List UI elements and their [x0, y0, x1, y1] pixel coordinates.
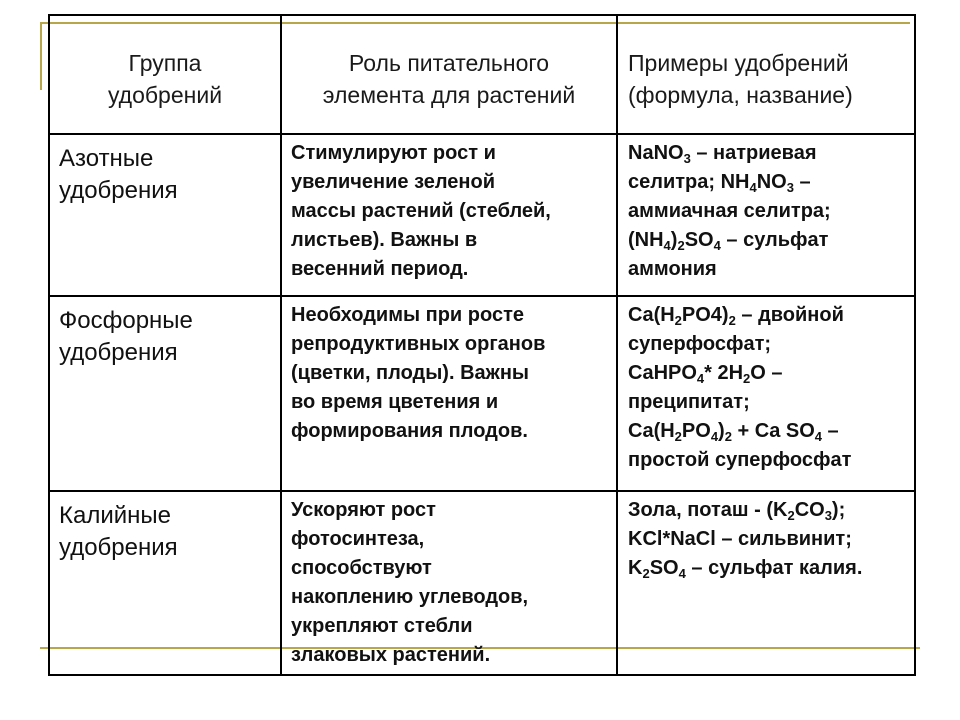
- fertilizer-table: [48, 14, 916, 676]
- role-text: Ускоряют рост: [291, 499, 436, 521]
- group-cell: [49, 134, 281, 296]
- header-text: элемента для растений: [322, 82, 576, 108]
- group-text: Фосфорные: [59, 307, 193, 334]
- role-cell: [281, 296, 617, 491]
- example-line: аммония: [628, 258, 717, 280]
- role-text: Необходимы при росте: [291, 304, 524, 326]
- role-text: (цветки, плоды). Важны: [291, 362, 529, 384]
- decorative-left-line: [40, 22, 42, 90]
- role-text: весенний период.: [291, 258, 469, 280]
- header-examples: [617, 15, 915, 134]
- examples-cell: [617, 134, 915, 296]
- role-cell: [281, 491, 617, 675]
- example-line: суперфосфат;: [628, 333, 772, 355]
- group-text: удобрения: [59, 339, 178, 366]
- group-text: Калийные: [59, 502, 171, 529]
- table-row: [49, 134, 915, 296]
- example-line: KCl*NaCl – сильвинит;: [628, 528, 852, 550]
- example-line: $K_2SO_4$ – сульфат калия.: [628, 557, 863, 581]
- header-group: [49, 15, 281, 134]
- example-line: CaHPO$_4$* $2H_2O$ –: [628, 362, 783, 386]
- group-cell: [49, 491, 281, 675]
- role-text: укрепляют стебли: [291, 615, 473, 637]
- example-line: Зола, поташ - $(K_2CO_3)$;: [628, 499, 846, 523]
- role-text: фотосинтеза,: [291, 528, 425, 550]
- role-text: листьев). Важны в: [291, 229, 478, 251]
- examples-cell: [617, 491, 915, 675]
- group-text: удобрения: [59, 534, 178, 561]
- example-line: $Ca(H_2PO_4)_2 + Ca$ $SO_4$ –: [628, 420, 839, 444]
- header-text: удобрений: [107, 82, 223, 108]
- header-text: Примеры удобрений: [628, 50, 849, 76]
- role-text: формирования плодов.: [291, 420, 528, 442]
- table-row: [49, 491, 915, 675]
- example-line: преципитат;: [628, 391, 750, 413]
- role-cell: [281, 134, 617, 296]
- header-text: Роль питательного: [348, 50, 550, 76]
- header-role: [281, 15, 617, 134]
- role-text: накоплению углеводов,: [291, 586, 529, 608]
- group-text: удобрения: [59, 177, 178, 204]
- group-cell: [49, 296, 281, 491]
- role-text: во время цветения и: [291, 391, 499, 413]
- examples-cell: [617, 296, 915, 491]
- role-text: способствуют: [291, 557, 432, 579]
- role-text: увеличение зеленой: [291, 171, 496, 193]
- table-row: [49, 296, 915, 491]
- group-text: Азотные: [59, 145, 154, 172]
- role-text: репродуктивных органов: [291, 333, 546, 355]
- role-text: злаковых растений.: [291, 644, 491, 666]
- role-text: Стимулируют рост и: [291, 142, 496, 164]
- example-line: NaNO$_3$ – натриевая: [628, 142, 817, 166]
- header-row: [49, 15, 915, 134]
- header-text: (формула, название): [628, 82, 853, 108]
- example-line: $Ca(H_2PO4)_2$ – двойной: [628, 304, 844, 328]
- header-text: Группа: [128, 50, 202, 76]
- example-line: $(NH_4)_2SO_4$ – сульфат: [628, 229, 829, 253]
- example-line: простой суперфосфат: [628, 449, 852, 471]
- example-line: селитра; $NH_4NO_3$ –: [628, 171, 811, 195]
- role-text: массы растений (стеблей,: [291, 200, 551, 222]
- example-line: аммиачная селитра;: [628, 200, 831, 222]
